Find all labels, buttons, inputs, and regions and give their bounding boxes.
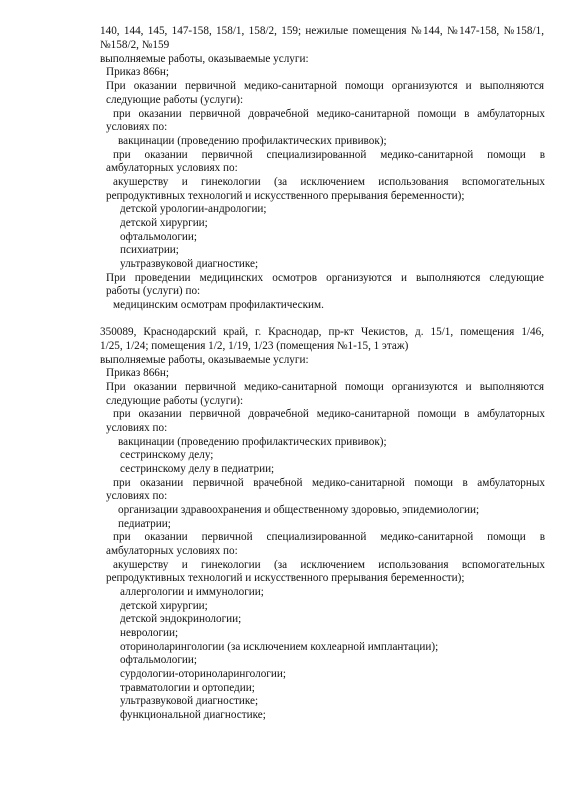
list-item: репродуктивных технологий и искусственного прерывания беременности); [106,190,465,202]
services-heading: выполняемые работы, оказываемые услуги: [100,53,309,65]
list-item: аллергологии и иммунологии; [120,586,264,598]
address-line: №158/2, №159 [100,39,170,51]
list-item: сестринскому делу; [120,449,214,461]
list-item: организации здравоохранения и общественному здоровью, эпидемиологии; [118,504,480,516]
address-line: 350089, Краснодарский край, г. Краснодар, пр-кт Чекистов, д. 15/1, помещения 1/46, [100,326,544,338]
list-item: акушерству и гинекологии (за исключением использования вспомогательных [113,176,545,188]
list-item: ультразвуковой диагностике; [120,695,259,707]
list-item: сурдологии-оториноларингологии; [120,668,286,680]
list-item: сестринскому делу в педиатрии; [120,463,275,475]
paragraph-line: условиях по: [106,490,168,502]
list-item: детской хирургии; [120,600,208,612]
paragraph-line: условиях по: [106,121,168,133]
services-heading: выполняемые работы, оказываемые услуги: [100,354,309,366]
address-line: 1/25, 1/24; помещения 1/2, 1/19, 1/23 (помещения №1-15, 1 этаж) [100,340,409,352]
list-item: детской эндокринологии; [120,613,242,625]
order-reference: Приказ 866н; [106,367,169,379]
paragraph-line: при оказании первичной доврачебной медико-санитарной помощи в амбулаторных [113,108,545,120]
list-item: офтальмологии; [120,231,197,243]
list-item: оториноларингологии (за исключением кохлеарной имплантации); [120,641,439,653]
paragraph-line: условиях по: [106,422,168,434]
list-item: акушерству и гинекологии (за исключением использования вспомогательных [113,559,545,571]
list-item: травматологии и ортопедии; [120,682,255,694]
list-item: неврологии; [120,627,179,639]
paragraph-line: при оказании первичной специализированной медико-санитарной помощи в [113,531,545,543]
list-item: педиатрии; [118,518,171,530]
list-item: офтальмологии; [120,654,197,666]
list-item: репродуктивных технологий и искусственного прерывания беременности); [106,572,465,584]
paragraph-line: при оказании первичной врачебной медико-санитарной помощи в амбулаторных [113,477,545,489]
paragraph-line: следующие работы (услуги): [106,395,244,407]
list-item: вакцинации (проведению профилактических прививок); [118,135,387,147]
list-item: функциональной диагностике; [120,709,266,721]
list-item: психиатрии; [120,244,179,256]
paragraph-line: при оказании первичной доврачебной медико-санитарной помощи в амбулаторных [113,408,545,420]
paragraph-line: При проведении медицинских осмотров организуются и выполняются следующие [106,272,544,284]
paragraph-line: При оказании первичной медико-санитарной помощи организуются и выполняются [106,381,544,393]
list-item: медицинским осмотрам профилактическим. [113,299,324,311]
list-item: ультразвуковой диагностике; [120,258,259,270]
list-item: детской урологии-андрологии; [120,203,267,215]
list-item: детской хирургии; [120,217,208,229]
order-reference: Приказ 866н; [106,66,169,78]
paragraph-line: при оказании первичной специализированной медико-санитарной помощи в [113,149,545,161]
address-line: 140, 144, 145, 147-158, 158/1, 158/2, 159; нежилые помещения №144, №147-158, №158/1, [100,25,544,37]
paragraph-line: амбулаторных условиях по: [106,545,238,557]
list-item: вакцинации (проведению профилактических прививок); [118,436,387,448]
paragraph-line: следующие работы (услуги): [106,94,244,106]
paragraph-line: амбулаторных условиях по: [106,162,238,174]
paragraph-line: При оказании первичной медико-санитарной помощи организуются и выполняются [106,80,544,92]
paragraph-line: работы (услуги) по: [106,285,201,297]
